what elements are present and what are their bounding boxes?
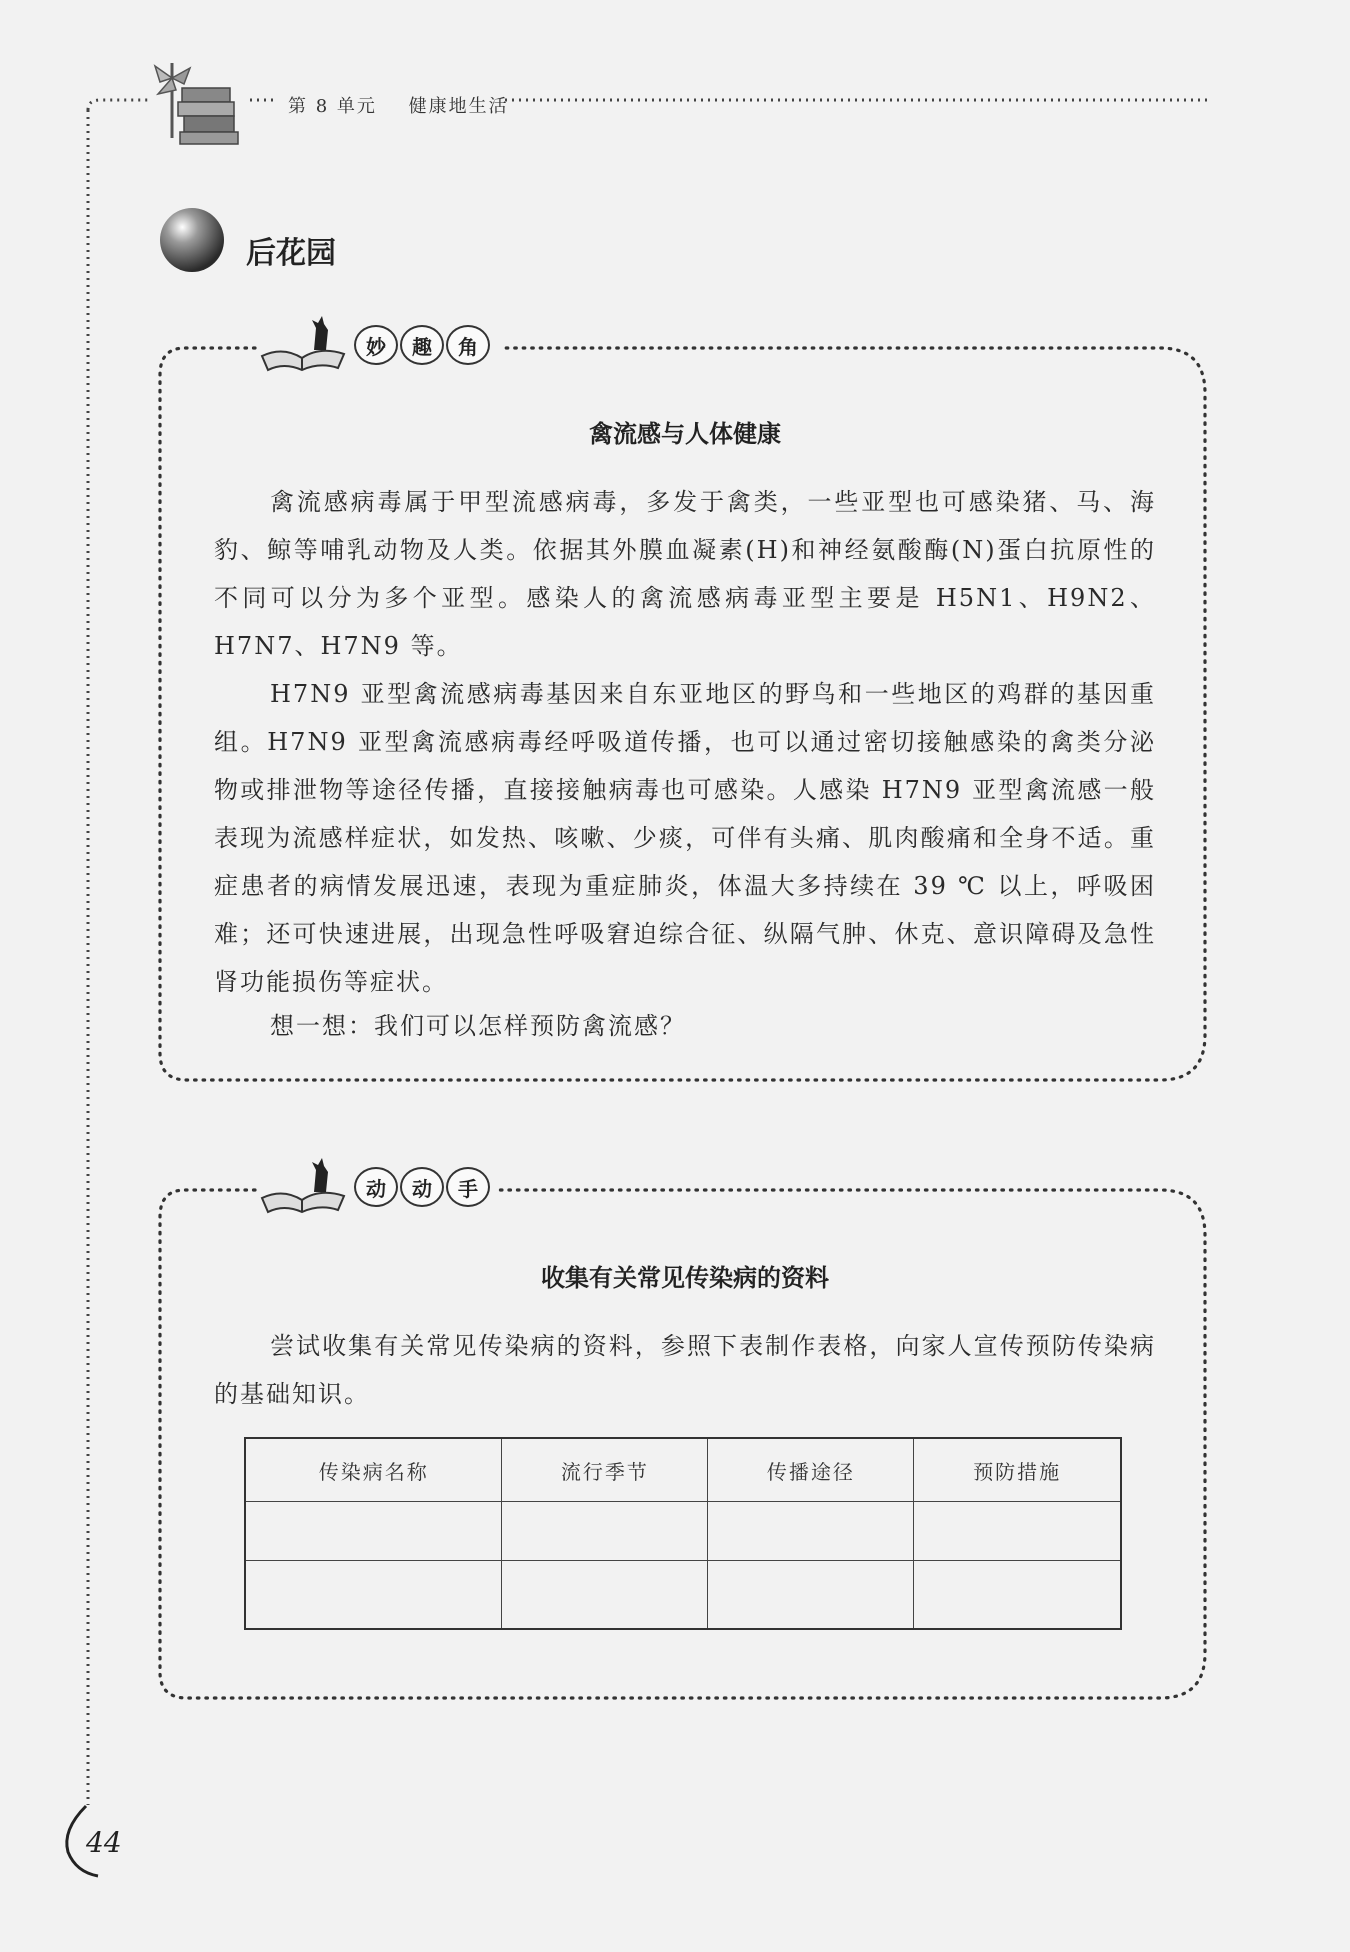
paragraph: H7N9 亚型禽流感病毒基因来自东亚地区的野鸟和一些地区的鸡群的基因重组。H7N9 亚型禽流感病毒经呼吸道传播，也可以通过密切接触感染的禽类分泌物或排泄物等途径传播，直接接触病毒也可感染。人感染 H7N9 亚型禽流感一般表现为流感样症状，如发热、咳嗽、少痰，可伴有头痛、肌肉酸痛和全身不适。重症患者的病情发展迅速，表现为重症肺炎，体温大多持续在 39 ℃ 以上，呼吸困难；还可快速进展，出现急性呼吸窘迫综合征、纵隔气肿、休克、意识障碍及急性肾功能损伤等症状。 [214, 680, 1156, 996]
section-title: 后花园 [246, 236, 336, 271]
table-header-cell: 传播途径 [708, 1438, 914, 1502]
activity-title: 收集有关常见传染病的资料 [541, 1264, 829, 1292]
books-pinwheel-icon [150, 58, 250, 148]
table-header-cell: 传染病名称 [245, 1438, 502, 1502]
table-cell [245, 1560, 502, 1629]
book-cat-icon [258, 306, 348, 376]
unit-label: 第 8 单元 [288, 96, 377, 117]
table-header-cell: 预防措施 [914, 1438, 1121, 1502]
badge-hands-on [354, 1167, 490, 1207]
table-cell [708, 1502, 914, 1561]
badge-fun-corner [354, 325, 490, 365]
paragraph: 尝试收集有关常见传染病的资料，参照下表制作表格，向家人宣传预防传染病的基础知识。 [214, 1332, 1156, 1408]
paragraph: 禽流感病毒属于甲型流感病毒，多发于禽类，一些亚型也可感染猪、马、海豹、鲸等哺乳动物及人类。依据其外膜血凝素(H)和神经氨酸酶(N)蛋白抗原性的不同可以分为多个亚型。感染人的禽流感病毒亚型主要是 H5N1、H9N2、H7N7、H7N9 等。 [214, 488, 1156, 660]
unit-title: 健康地生活 [408, 96, 509, 117]
table-cell [914, 1502, 1121, 1561]
page-number: 44 [86, 1826, 122, 1859]
table-header-cell: 流行季节 [502, 1438, 708, 1502]
table-row [245, 1502, 1121, 1561]
badge-char: 动 [400, 1167, 444, 1207]
question-text: 想一想：我们可以怎样预防禽流感？ [270, 1012, 686, 1040]
article-title: 禽流感与人体健康 [589, 420, 781, 448]
badge-char: 手 [446, 1167, 490, 1207]
table-row [245, 1560, 1121, 1629]
badge-char: 动 [354, 1167, 398, 1207]
book-cat-icon [258, 1148, 348, 1218]
table-cell [502, 1502, 708, 1561]
sphere-icon [158, 206, 226, 274]
badge-char: 妙 [354, 325, 398, 365]
table-cell [914, 1560, 1121, 1629]
table-cell [245, 1502, 502, 1561]
badge-char: 角 [446, 325, 490, 365]
table-header-row [245, 1438, 1121, 1502]
badge-char: 趣 [400, 325, 444, 365]
disease-table [244, 1437, 1122, 1630]
running-header [288, 92, 533, 118]
table-cell [708, 1560, 914, 1629]
table-cell [502, 1560, 708, 1629]
